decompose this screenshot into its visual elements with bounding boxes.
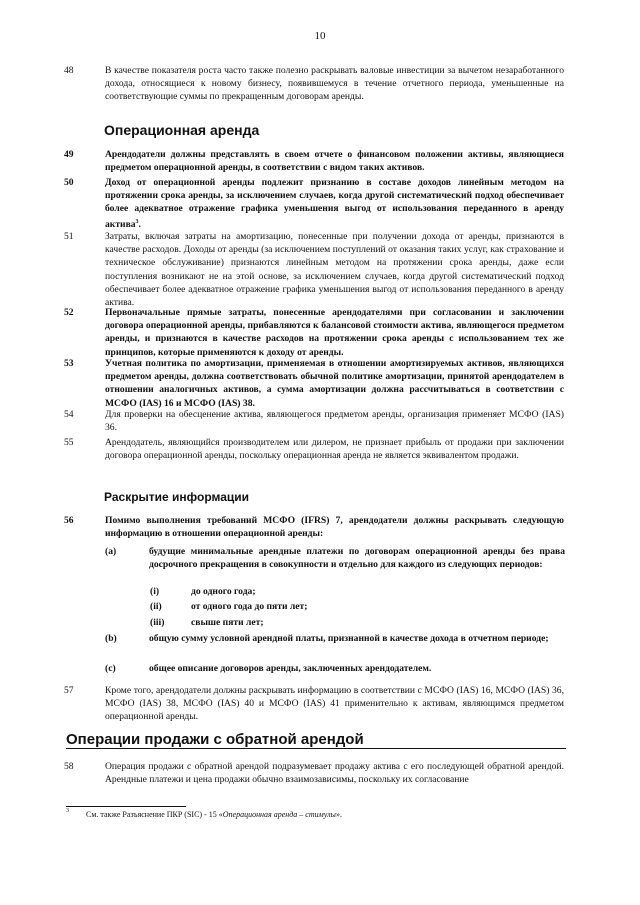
paragraph-number: 51 [64,231,74,242]
paragraph-text: В качестве показателя роста часто также полезно раскрывать валовые инвестиции за вычетом незаработанного дохода, относящиеся к новому бизнесу, появившемуся в течение отчетного периода, уменьшенные на соответствующие суммы по прекращенным договорам аренды. [105,65,564,103]
paragraph-text [105,176,564,231]
section-heading-sale-leaseback: Операции продажи с обратной арендой [66,731,364,748]
paragraph-text: Затраты, включая затраты на амортизацию, понесенные при получении дохода от аренды, признаются в качестве расходов. Доходы от аренды (за исключением поступлений от оказания таких услуг, как страхование и техническое обслуживание) признаются линейным методом на протяжении срока аренды, даже если поступления возникают не на этой основе, за исключением случаев, когда другой систематический подход обеспечивает более адекватное отражение графика уменьшения выгод от использования переданного в аренду актива. [105,231,564,309]
paragraph-number: 57 [64,685,74,696]
list-label: (iii) [150,617,165,628]
list-label: (a) [105,546,117,557]
footnote-number: 3 [66,808,69,814]
paragraph-text: Первоначальные прямые затраты, понесенные арендодателями при согласовании и заключении договора операционной аренды, прибавляются к балансовой стоимости актива, являющегося предметом аренды, и признаются в качестве расходов на протяжении срока аренды с использованием тех же принципов, которые применяются к доходу от аренды. [105,307,564,358]
list-text: свыше пяти лет; [191,617,264,628]
list-text: от одного года до пяти лет; [191,601,308,612]
paragraph-text: Помимо выполнения требований МСФО (IFRS) 7, арендодатели должны раскрывать следующую информацию в отношении операционной аренды: [105,515,564,540]
section-heading-operating-lease: Операционная аренда [104,122,260,138]
paragraph-number: 55 [64,437,74,448]
paragraph-text: Учетная политика по амортизации, применяемая в отношении амортизируемых активов, являющихся предметом аренды, должна соответствовать обычной политике амортизации, принятой арендодателем в отношении аналогичных активов, а сумма амортизации должна рассчитываться в соответствии с МСФО (IAS) 16 и МСФО (IAS) 38. [105,358,564,409]
paragraph-text: Для проверки на обесценение актива, являющегося предметом аренды, организация применяет МСФО (IAS) 36. [105,409,564,434]
list-label: (ii) [150,601,162,612]
footnote-italic: Операционная аренда – стимулы [222,810,336,819]
footnote-ref: 3 [135,218,139,225]
paragraph-text: Кроме того, арендодатели должны раскрывать информацию в соответствии с МСФО (IAS) 16, МСФО (IAS) 36, МСФО (IAS) 38, МСФО (IAS) 40 и МСФО (IAS) 41 применительно к активам, являющимся предметом операционной аренды. [105,685,564,723]
subheading-disclosure: Раскрытие информации [104,490,250,504]
paragraph-text: Арендодатель, являющийся производителем или дилером, не признает прибыль от продажи при заключении договора операционной аренды, поскольку операционная аренда не является эквивалентом продажи. [105,437,564,462]
paragraph-number: 49 [64,149,74,160]
list-text: общее описание договоров аренды, заключенных арендодателем. [149,663,432,674]
paragraph-number: 56 [64,515,74,526]
paragraph-text: Арендодатели должны представлять в своем отчете о финансовом положении активы, являющиеся предметом операционной аренды, в соответствии с видом таких активов. [105,149,564,174]
list-text: до одного года; [191,586,256,597]
section-rule [66,748,566,749]
footnote-text-body: См. также Разъяснение ПКР (SIC) - 15 « [86,810,223,819]
paragraph-number: 53 [64,358,74,369]
paragraph-number: 58 [64,761,74,772]
paragraph-number: 48 [64,65,74,76]
list-label: (i) [150,586,160,597]
page-number: 10 [314,30,326,42]
footnote-text [86,810,342,819]
list-text: будущие минимальные арендные платежи по договорам операционной аренды без права досрочного прекращения в совокупности и отдельно для каждого из следующих периодов: [149,546,565,571]
list-label: (b) [105,633,117,644]
paragraph-number: 52 [64,307,74,318]
footnote-separator [66,806,186,807]
list-label: (c) [105,663,116,674]
paragraph-number: 54 [64,409,74,420]
paragraph-number: 50 [64,177,74,188]
list-text: общую сумму условной арендной платы, признанной в качестве дохода в отчетном периоде; [149,633,549,644]
footnote-text-end: ». [335,810,342,819]
paragraph-text-end: . [138,218,141,230]
paragraph-text: Операция продажи с обратной арендой подразумевает продажу актива с его последующей обратной арендой. Арендные платежи и цена продажи обычно взаимозависимы, поскольку их согласование [105,761,564,786]
paragraph-text-body: Доход от операционной аренды подлежит признанию в составе доходов линейным методом на протяжении срока аренды, за исключением случаев, когда другой систематический подход обеспечивает более адекватное отражение графика уменьшения выгод от использования переданного в аренду актива [105,177,564,230]
